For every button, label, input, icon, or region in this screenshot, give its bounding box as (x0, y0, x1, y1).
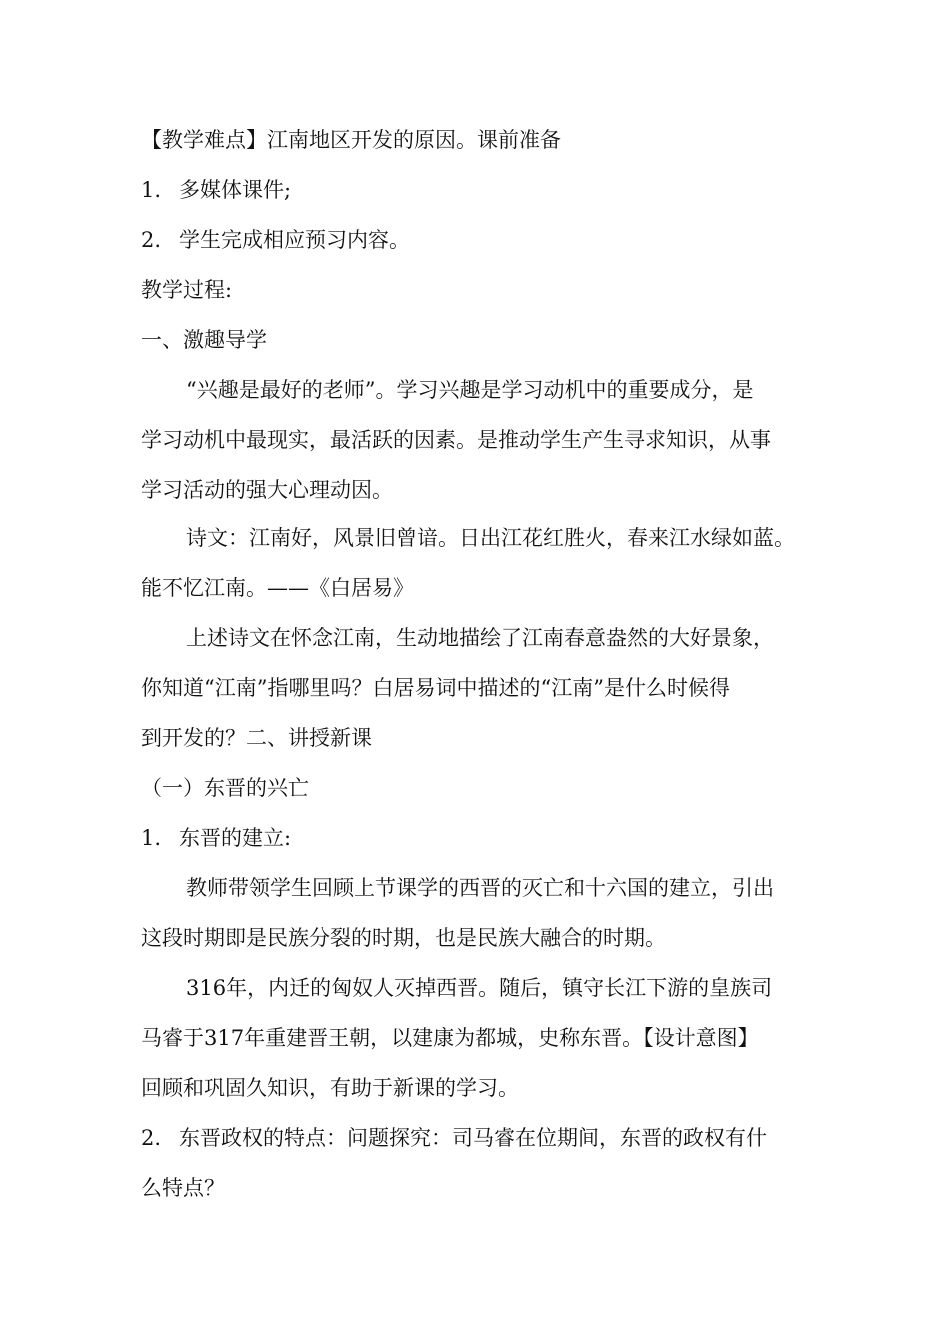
list-text: 东晋政权的特点：问题探究：司马睿在位期间，东晋的政权有什 (179, 1126, 767, 1150)
paragraph-line: 学习动机中最现实，最活跃的因素。是推动学生产生寻求知识，从事 (141, 428, 771, 452)
paragraph-line: 这段时期即是民族分裂的时期，也是民族大融合的时期。 (141, 926, 666, 950)
section-heading: 教学过程: (141, 278, 233, 302)
poem-line: 能不忆江南。——《白居易》 (141, 576, 414, 600)
subsection-heading: （一）东晋的兴亡 (141, 776, 309, 800)
list-item (141, 226, 831, 254)
list-number: 2. (141, 228, 162, 252)
list-text: 学生完成相应预习内容。 (179, 228, 410, 252)
list-text: 东晋的建立: (179, 826, 292, 850)
list-number: 1. (141, 178, 162, 202)
paragraph-line: 教师带领学生回顾上节课学的西晋的灭亡和十六国的建立，引出 (186, 876, 774, 900)
list-item (141, 1124, 831, 1152)
section-heading: 一、激趣导学 (141, 328, 267, 352)
paragraph-line: 学习活动的强大心理动因。 (141, 478, 393, 502)
poem-line: 诗文：江南好，风景旧曾谙。日出江花红胜火，春来江水绿如蓝。 (186, 526, 795, 550)
list-item (141, 824, 831, 852)
paragraph-line: 回顾和巩固久知识，有助于新课的学习。 (141, 1076, 519, 1100)
paragraph-line: 马睿于317年重建晋王朝，以建康为都城，史称东晋。【设计意图】 (141, 1026, 759, 1050)
paragraph-line: 么特点？ (141, 1176, 225, 1200)
paragraph-line: 316年，内迁的匈奴人灭掉西晋。随后，镇守长江下游的皇族司 (186, 976, 773, 1000)
list-text: 多媒体课件; (179, 178, 292, 202)
list-number: 2. (141, 1126, 162, 1150)
list-number: 1. (141, 826, 162, 850)
teaching-difficulty: 【教学难点】江南地区开发的原因。课前准备 (141, 128, 561, 152)
paragraph-line: 你知道“江南”指哪里吗？白居易词中描述的“江南”是什么时候得 (141, 676, 730, 700)
paragraph-line: 到开发的？二、讲授新课 (141, 726, 372, 750)
paragraph-line: 上述诗文在怀念江南，生动地描绘了江南春意盎然的大好景象， (186, 626, 774, 650)
list-item (141, 176, 831, 204)
paragraph-line: “兴趣是最好的老师”。学习兴趣是学习动机中的重要成分，是 (186, 378, 754, 402)
